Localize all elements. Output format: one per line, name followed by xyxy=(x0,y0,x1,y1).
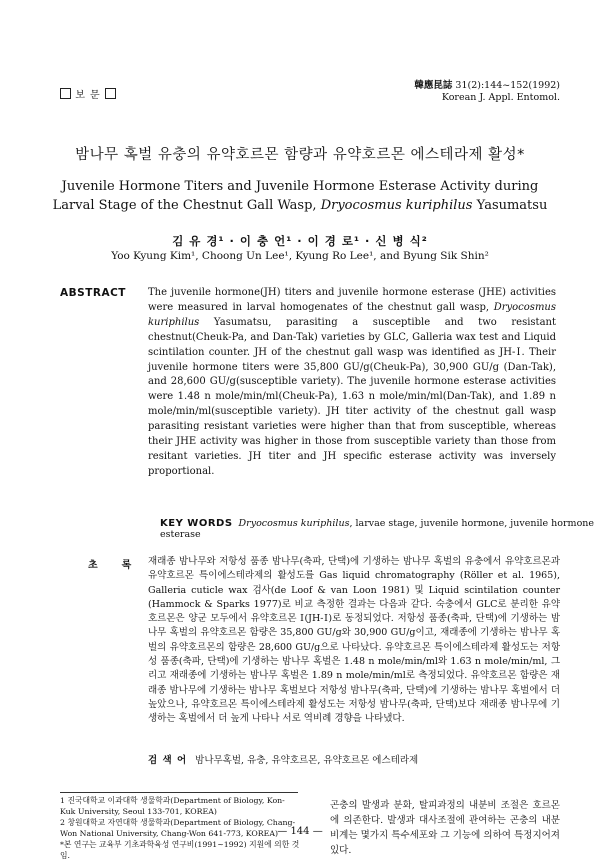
korean-keywords xyxy=(148,752,418,766)
key-words xyxy=(160,518,600,540)
checkbox-square-icon xyxy=(60,88,71,99)
english-title-end: Yasumatsu xyxy=(472,198,548,213)
introduction-text: 곤충의 발생과 분화, 탈피과정의 내분비 조절은 호르몬에 의존한다. 발생과 대사조절에 관여하는 곤충의 내분비계는 몇가지 특수세포와 그 기능에 의하여 특정지어져 있다. xyxy=(330,800,560,856)
english-authors: Yoo Kyung Kim¹, Choong Un Lee¹, Kyung Ro Lee¹, and Byung Sik Shin² xyxy=(111,250,489,262)
article-type-label: 보 문 xyxy=(75,90,101,101)
footnote-3: *본 연구는 교육부 기초과학육성 연구비(1991~1992) 지원에 의한 것임. xyxy=(60,840,300,860)
footnote-2: 2 창원대학교 자연대학 생물학과(Department of Biology, Chang-Won National University, Chang-Won 641-773, KOREA) xyxy=(60,818,296,838)
article-type-tag xyxy=(60,86,116,101)
korean-keywords-label: 검 색 어 xyxy=(148,755,188,766)
abstract-species: Dryocosmus kuriphilus xyxy=(148,301,556,328)
journal-volume: 31(2):144~152(1992) xyxy=(452,80,560,91)
journal-english-name: Korean J. Appl. Entomol. xyxy=(441,92,560,103)
abstract-text xyxy=(148,286,556,480)
summary-label-2: 록 xyxy=(121,560,132,571)
korean-title: 밤나무 혹벌 유충의 유약호르몬 함량과 유약호르몬 에스테라제 활성* xyxy=(75,147,525,163)
english-title xyxy=(40,177,560,215)
korean-keywords-text: 밤나무혹벌, 유충, 유약호르몬, 유약호르몬 에스테라제 xyxy=(195,755,419,766)
page-number: — 144 — xyxy=(277,826,323,837)
korean-authors: 김 유 경¹ · 이 충 언¹ · 이 경 로¹ · 신 병 식² xyxy=(172,234,428,248)
checkbox-square-icon xyxy=(105,88,116,99)
english-title-text: Juvenile Hormone Titers and Juvenile Hormone Esterase Activity during Larval Stage of the Chestnut Gall Wasp, xyxy=(52,179,539,213)
footnote-divider xyxy=(60,792,298,793)
summary-label-1: 초 xyxy=(88,560,98,571)
key-words-rest: , larvae stage, juvenile hormone, juvenile hormone esterase xyxy=(160,518,595,540)
korean-summary-text: 재래종 밤나무와 저항성 품종 밤나무(축파, 단택)에 기생하는 밤나무 혹벌의 유충에서 유약호르몬과 유약호르몬 특이에스테라제의 활성도를 Gas liquid chromatography (Röller et al. 1965), Galleria cuticle wax 검사(de Loof & van Loon 1981) 및 Liquid scintilation counter (Hammock & Sparks 1977)로 비교 측정한 결과는 다음과 같다. 숙충에서 GLC로 분리한 유약호르몬은 양군 모두에서 유약호르몬 Ⅰ(JH-Ⅰ)로 동정되었다. 저항성 품종(축파, 단택)에 기생하는 밤나무 혹벌의 유약호르몬 함량은 35,800 GU/g와 30,900 GU/g이고, 재래종에 기생하는 밤나무 혹벌의 유약호르몬의 함량은 28,600 GU/g으로 나타났다. 유약호르몬 특이에스테라제 활성도는 저항성 품종(축파, 단택)에 기생하는 밤나무 혹벌은 1.48 n mole/min/ml와 1.63 n mole/min/ml, 그리고 재래종에 기생하는 밤나무 혹벌은 1.89 n mole/min/ml로 측정되었다. 유약호르몬 함량은 재래종 밤나무에 기생하는 밤나무 혹벌보다 저항성 밤나무(축파, 단택)에 기생하는 밤나무 혹벌에서 더 높았으나, 유약호르몬 특이에스테라제 활성도는 저항성 밤나무(축파, 단택)보다 재래종 밤나무에 기생하는 혹벌에서 더 높게 나타나 서로 역비례 경향을 나타냈다. xyxy=(148,556,560,725)
english-title-species: Dryocosmus kuriphilus xyxy=(320,198,473,213)
journal-korean-name: 韓應昆誌 xyxy=(414,80,453,91)
footnote-1: 1 진국대학교 이과대학 생물학과(Department of Biology, Kon-Kuk University, Seoul 133-701, KOREA) xyxy=(60,796,285,816)
abstract-text-b: Yasumatsu, parasiting a susceptible and two resistant chestnut(Cheuk-Pa, and Dan-Tak) varieties by GLC, Galleria wax test and Liquid scintilation counter. JH of the chestnut gall wasp was identified as JH-Ⅰ. Their juvenile hormone titers were 35,800 GU/g(Cheuk-Pa), 30,900 GU/g (Dan-Tak), and 28,600 GU/g(susceptible variety). The juvenile hormone esterase activities were 1.48 n mole/min/ml(Cheuk-Pa), 1.63 n mole/min/ml(Dan-Tak), and 1.89 n mole/min/ml(susceptible variety). JH titer activity of the chestnut gall wasp parasiting resistant varieties were higher than that from susceptible, whereas their JHE activity was higher in those from susceptible variety than those from resitant varieties. JH titer and JH specific esterase activity was inversely proportional. xyxy=(148,316,556,477)
key-words-species: Dryocosmus kuriphilus xyxy=(238,518,350,529)
abstract-label: ABSTRACT xyxy=(60,287,126,299)
key-words-label: KEY WORDS xyxy=(160,518,233,529)
abstract-text-a: The juvenile hormone(JH) titers and juvenile hormone esterase (JHE) activities were measured in larval homogenates of the chestnut gall wasp, xyxy=(148,287,556,313)
korean-summary-label xyxy=(88,556,155,571)
journal-citation xyxy=(414,80,560,104)
